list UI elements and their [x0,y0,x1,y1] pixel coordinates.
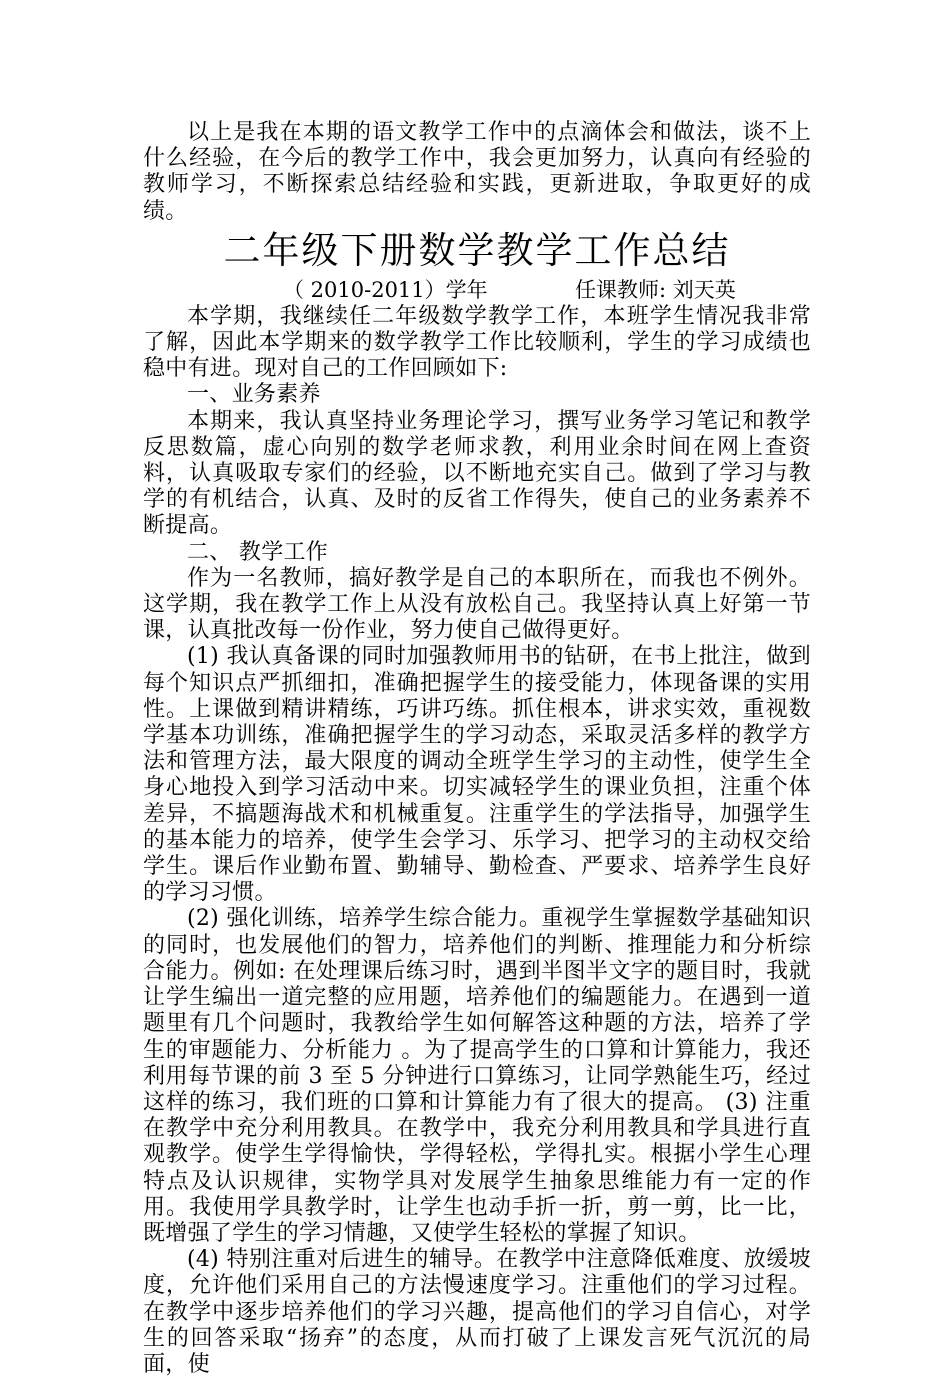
body-paragraph: 本学期，我继续任二年级数学教学工作，本班学生情况我非常了解，因此本学期来的数学教学工作比较顺利，学生的学习成绩也稳中有进。现对自己的工作回顾如下: [143,303,811,382]
document-page [143,120,811,1378]
body-paragraph: (2) 强化训练，培养学生综合能力。重视学生掌握数学基础知识的同时，也发展他们的智力，培养他们的判断、推理能力和分析综合能力。例如: 在处理课后练习时，遇到半图半文字的题目时，我就让学生编出一道完整的应用题，培养他们的编题能力。在遇到一道题里有几个问题时，我教给学生如何解答这种题的方法，培养了学生的审题能力、分析能力 。为了提高学生的口算和计算能力，我还利用每节课的前 3 至 5 分钟进行口算练习，让同学熟能生巧，经过这样的练习，我们班的口算和计算能力有了很大的提高。 (3) 注重在教学中充分利用教具。在教学中，我充分利用教具和学具进行直观教学。使学生学得愉快，学得轻松，学得扎实。根据小学生心理特点及认识规律，实物学具对发展学生抽象思维能力有一定的作用。我使用学具教学时，让学生也动手折一折，剪一剪，比一比，既增强了学生的学习情趣，又使学生轻松的掌握了知识。 [143,906,811,1246]
section-heading: 二、 教学工作 [187,539,329,565]
body-paragraph: (1) 我认真备课的同时加强教师用书的钻研，在书上批注，做到每个知识点严抓细扣，准确把握学生的接受能力，体现备课的实用性。上课做到精讲精练，巧讲巧练。抓住根本，讲求实效，重视数学基本功训练，准确把握学生的学习动态，采取灵活多样的教学方法和管理方法，最大限度的调动全班学生学习的主动性，使学生全身心地投入到学习活动中来。切实减轻学生的课业负担，注重个体差异，不搞题海战术和机械重复。注重学生的学法指导，加强学生的基本能力的培养，使学生会学习、乐学习、把学习的主动权交给学生。课后作业勤布置、勤辅导、勤检查、严要求、培养学生良好的学习习惯。 [143,644,811,906]
intro-paragraph: 以上是我在本期的语文教学工作中的点滴体会和做法，谈不上什么经验，在今后的教学工作中，我会更加努力，认真向有经验的教师学习，不断探索总结经验和实践，更新进取，争取更好的成绩。 [143,120,811,224]
document-meta [143,277,811,304]
body-paragraph: (4) 特别注重对后进生的辅导。在教学中注意降低难度、放缓坡度，允许他们采用自己的方法慢速度学习。注重他们的学习过程。在教学中逐步培养他们的学习兴趣，提高他们的学习自信心，对学生的回答采取“扬弃”的态度，从而打破了上课发言死气沉沉的局面，使 [143,1247,811,1377]
body-paragraph: 本期来，我认真坚持业务理论学习，撰写业务学习笔记和教学反思数篇，虚心向别的数学老师求教，利用业余时间在网上查资料，认真吸取专家们的经验，以不断地充实自己。做到了学习与教学的有机结合，认真、及时的反省工作得失，使自己的业务素养不断提高。 [143,408,811,539]
teacher-name: 任课教师: 刘天英 [575,277,736,302]
body-paragraph: 作为一名教师，搞好教学是自己的本职所在，而我也不例外。这学期，我在教学工作上从没有放松自己。我坚持认真上好第一节课，认真批改每一份作业，努力使自己做得更好。 [143,565,811,644]
school-year: （ 2010-2011）学年 [283,277,488,302]
document-title: 二年级下册数学教学工作总结 [223,228,731,272]
section-heading: 一、业务素养 [187,382,321,408]
